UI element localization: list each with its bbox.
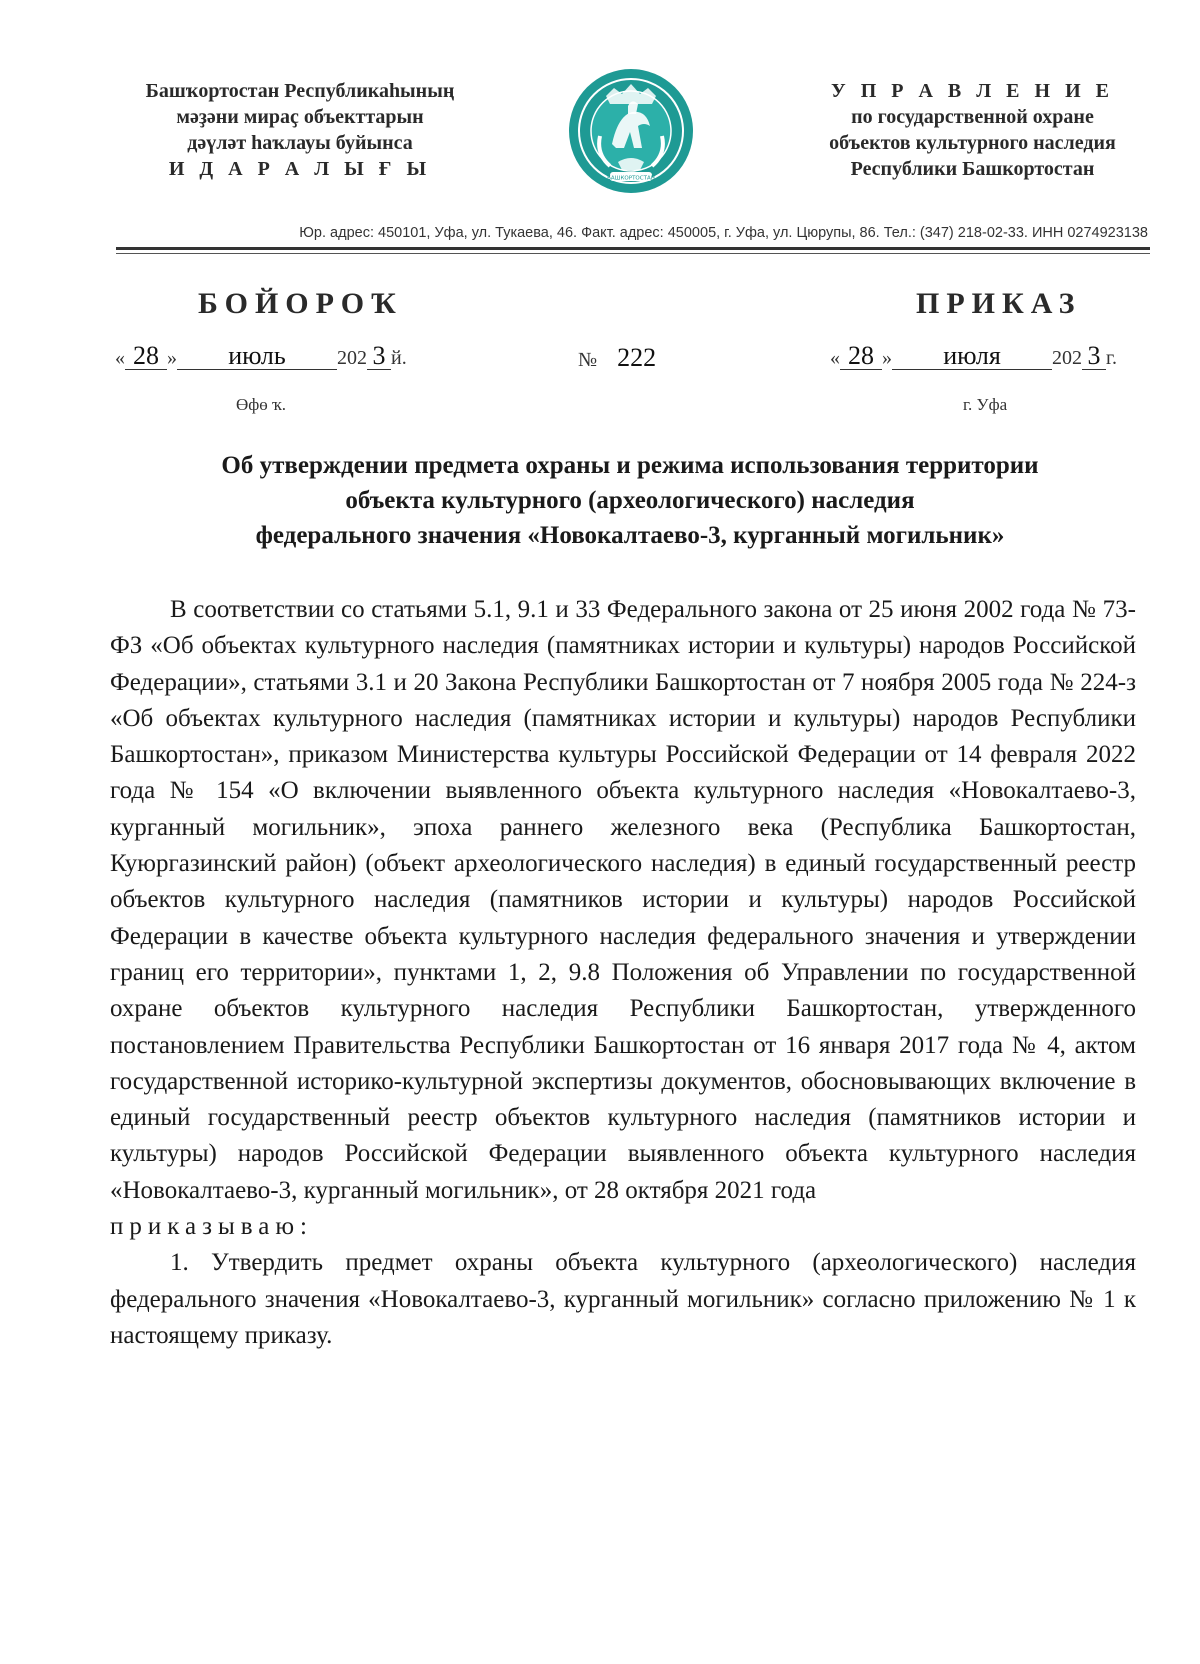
header-divider	[116, 247, 1150, 250]
title-line: федерального значения «Новокалтаево-3, курганный могильник»	[255, 522, 1005, 549]
order-number	[578, 343, 656, 373]
city-russian: г. Уфа	[963, 395, 1008, 414]
letterhead-line: И Д А Р А Л Ы Ғ Ы	[168, 158, 432, 180]
letterhead-line: У П Р А В Л Е Н И Е	[831, 80, 1114, 102]
emblem-ribbon-text: БАШКОРТОСТАН	[607, 175, 655, 182]
quote-open: «	[830, 347, 840, 369]
letterhead-line: по государственной охране	[851, 106, 1094, 128]
date-month: июля	[892, 343, 1052, 370]
letterhead-line: Башҡортостан Республикаһының	[145, 80, 455, 102]
quote-close: »	[882, 347, 892, 369]
order-word: приказываю:	[110, 1213, 313, 1241]
date-year-digit: 3	[367, 343, 391, 370]
date-suffix: г.	[1106, 347, 1117, 369]
date-day: 28	[125, 343, 167, 370]
date-day: 28	[840, 343, 882, 370]
body-paragraph-preamble: В соответствии со статьями 5.1, 9.1 и 33 Федерального закона от 25 июня 2002 года № 73-ФЗ «Об объектах культурного наследия (памятниках истории и культуры) народов Российской Федерации», статьями 3.1 и 20 Закона Республики Башкортостан от 7 ноября 2005 года № 224-з «Об объектах культурного наследия (памятниках истории и культуры) народов Республики Башкортостан», приказом Министерства культуры Российской Федерации от 14 февраля 2022 года № 154 «О включении выявленного объекта культурного наследия «Новокалтаево-3, курганный могильник», эпоха раннего железного века (Республика Башкортостан, Куюргазинский район) (объект археологического наследия) в единый государственный реестр объектов культурного наследия (памятников истории и культуры) народов Российской Федерации в качестве объекта культурного наследия федерального значения и утверждении границ его территории», пунктами 1, 2, 9.8 Положения об Управлении по государственной охране объектов культурного наследия Республики Башкортостан, утвержденного постановлением Правительства Республики Башкортостан от 16 января 2017 года № 4, актом государственной историко-культурной экспертизы документов, обосновывающих включение в единый государственный реестр объектов культурного наследия (памятников истории и культуры) народов Российской Федерации выявленного объекта культурного наследия «Новокалтаево-3, курганный могильник», от 28 октября 2021 года	[110, 596, 1136, 1204]
header-divider-thin	[116, 253, 1150, 254]
date-suffix: й.	[391, 347, 407, 369]
letterhead-line: объектов культурного наследия	[829, 132, 1116, 154]
title-line: Об утверждении предмета охраны и режима использования территории	[221, 452, 1039, 479]
number-value: 222	[617, 343, 657, 372]
letterhead-address: Юр. адрес: 450101, Уфа, ул. Тукаева, 46. Факт. адрес: 450005, г. Уфа, ул. Цюрупы, 86. Тел.: (347) 218-02-33. ИНН 0274923138	[299, 225, 1148, 241]
date-year-prefix: 202	[337, 347, 367, 369]
date-year-prefix: 202	[1052, 347, 1082, 369]
quote-close: »	[167, 347, 177, 369]
body-item-1: 1. Утвердить предмет охраны объекта культурного (археологического) наследия федерального значения «Новокалтаево-3, курганный могильник» согласно приложению № 1 к настоящему приказу.	[110, 1249, 1136, 1349]
date-russian	[830, 343, 1117, 370]
letterhead-bashkir	[110, 78, 490, 182]
title-line: объекта культурного (археологического) наследия	[345, 487, 915, 514]
date-month: июль	[177, 343, 337, 370]
quote-open: «	[115, 347, 125, 369]
letterhead-line: мәҙәни мираҫ объекттарын	[176, 106, 424, 128]
letterhead-line: Республики Башкортостан	[850, 158, 1095, 180]
letterhead-line: дәүләт һаҡлауы буйынса	[187, 132, 413, 154]
document-body	[110, 592, 1136, 1354]
coat-of-arms-emblem	[566, 66, 696, 196]
city-bashkir: Өфө ҡ.	[236, 395, 287, 414]
doc-type-russian: ПРИКАЗ	[916, 287, 1082, 320]
document-title	[110, 448, 1150, 553]
letterhead-russian	[800, 78, 1145, 182]
doc-type-bashkir: БОЙОРОҠ	[198, 287, 403, 320]
date-bashkir	[115, 343, 407, 370]
number-symbol: №	[578, 349, 598, 371]
date-year-digit: 3	[1082, 343, 1106, 370]
